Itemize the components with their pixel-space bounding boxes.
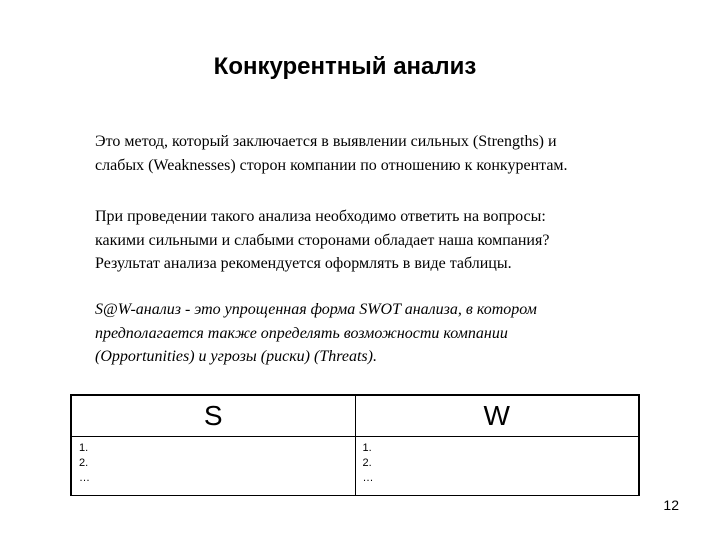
list-item: 2. [79, 457, 89, 469]
paragraph-line: слабых (Weaknesses) сторон компании по отношению к конкурентам. [95, 156, 568, 174]
paragraph-line: При проведении такого анализа необходимо ответить на вопросы: [95, 208, 546, 225]
sw-analysis-paragraph [95, 298, 665, 369]
questions-paragraph [95, 205, 665, 276]
paragraph-line: S@W-анализ - это упрощенная форма SWOT анализа, в котором [95, 301, 537, 318]
page-number: 12 [663, 497, 679, 513]
weaknesses-cell [355, 437, 639, 496]
list-item: 2. [362, 457, 372, 469]
slide-title: Конкурентный анализ [213, 53, 477, 80]
table-header-row [71, 395, 639, 437]
list-item: … [362, 472, 374, 484]
table-row [71, 437, 639, 496]
list-item: 1. [79, 442, 89, 454]
strengths-cell [71, 437, 355, 496]
sw-table [70, 394, 640, 496]
strengths-header: S [71, 395, 355, 437]
paragraph-line: Это метод, который заключается в выявлении сильных (Strengths) и [95, 133, 557, 150]
definition-paragraph [95, 130, 665, 177]
weaknesses-header: W [355, 395, 639, 437]
list-item: 1. [362, 442, 372, 454]
paragraph-line: предполагается также определять возможности компании [95, 324, 508, 342]
list-item: … [79, 472, 90, 484]
paragraph-line: Результат анализа рекомендуется оформлять в виде таблицы. [95, 255, 512, 272]
paragraph-line: (Opportunities) и угрозы (риски) (Threats). [95, 348, 377, 365]
paragraph-line: какими сильными и слабыми сторонами обладает наша компания? [95, 231, 550, 249]
